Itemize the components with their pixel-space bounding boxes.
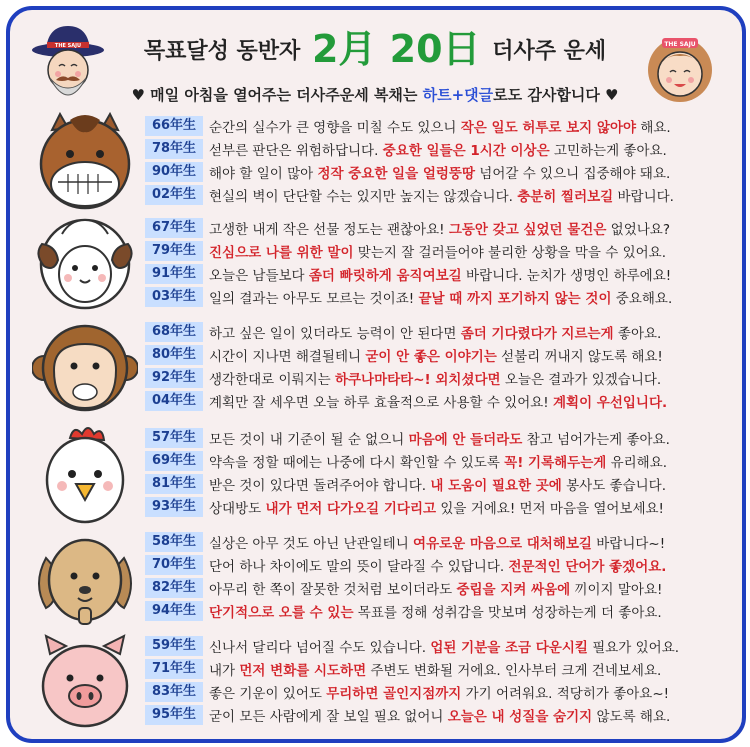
fortune-highlight: 좀더 기다렸다가 지르는게 <box>460 326 614 342</box>
zodiac-section-rooster <box>0 424 750 524</box>
birth-year-badge: 92年生 <box>145 368 203 388</box>
monkey-face-icon <box>32 318 138 418</box>
fortune-row <box>145 287 735 310</box>
fortune-text: 아무리 한 쪽이 잘못한 것처럼 보이더라도 <box>209 582 457 598</box>
fortune-text-end: 유리해요. <box>606 455 668 471</box>
fortune-text-end: 맞는지 잘 걸러들어야 불리한 상황을 막을 수 있어요. <box>353 245 666 261</box>
birth-year-badge: 80年生 <box>145 345 203 365</box>
birth-year-badge: 93年生 <box>145 497 203 517</box>
fortune-highlight: 굳이 안 좋은 이야기는 <box>365 349 497 365</box>
fortune-text: 약속을 정할 때에는 나중에 다시 확인할 수 있도록 <box>209 455 505 471</box>
fortune-text: 고생한 내게 작은 선물 정도는 괜찮아요! <box>209 222 449 238</box>
fortune-highlight: 좀더 빠릿하게 움직여보길 <box>308 268 462 284</box>
fortune-row <box>145 555 735 578</box>
fortune-text-end: 좋아요. <box>613 326 662 342</box>
fortune-text: 실상은 아무 것도 아닌 난관일테니 <box>209 536 414 552</box>
fortune-row <box>145 116 735 139</box>
fortune-highlight: 전문적인 단어가 좋겠어요. <box>508 559 667 575</box>
zodiac-section-pig <box>0 632 750 732</box>
fortune-text: 좋은 기운이 있어도 <box>209 686 327 702</box>
birth-year-badge: 03年生 <box>145 287 203 307</box>
fortune-highlight: 끝날 때 까지 포기하지 않는 것이 <box>418 291 612 307</box>
birth-year-badge: 78年生 <box>145 139 203 159</box>
fortune-text: 현실의 벽이 단단할 수는 있지만 높지는 않겠습니다. <box>209 189 518 205</box>
birth-year-badge: 90年生 <box>145 162 203 182</box>
title-prefix: 목표달성 동반자 <box>143 39 301 64</box>
fortune-text-end: 바랍니다. 눈치가 생명인 하루에요! <box>461 268 672 284</box>
fortune-text-end: 고민하는게 좋아요. <box>549 143 667 159</box>
fortune-highlight: 업된 기분을 조금 다운시킬 <box>430 640 588 656</box>
fortune-row <box>145 601 735 624</box>
fortune-row <box>145 659 735 682</box>
fortune-text: 섣부른 판단은 위험하답니다. <box>209 143 383 159</box>
fortune-highlight: 먼저 변화를 시도하면 <box>239 663 367 679</box>
fortune-row <box>145 497 735 520</box>
fortune-text: 생각한대로 이뤄지는 <box>209 372 335 388</box>
fortune-text: 일의 결과는 아무도 모르는 것이죠! <box>209 291 419 307</box>
horse-face-icon <box>32 112 138 212</box>
zodiac-section-monkey <box>0 318 750 418</box>
birth-year-badge: 94年生 <box>145 601 203 621</box>
birth-year-badge: 82年生 <box>145 578 203 598</box>
fortune-text-end: 봉사도 좋습니다. <box>561 478 667 494</box>
fortune-highlight: 마음에 안 들더라도 <box>408 432 523 448</box>
fortune-text-end: 중요해요. <box>611 291 673 307</box>
birth-year-badge: 69年生 <box>145 451 203 471</box>
fortune-row <box>145 345 735 368</box>
fortune-text-end: 않도록 해요. <box>592 709 671 725</box>
fortune-text: 받은 것이 있다면 돌려주어야 합니다. <box>209 478 431 494</box>
fortune-text-end: 섣불리 꺼내지 않도록 해요! <box>496 349 663 365</box>
birth-year-badge: 91年生 <box>145 264 203 284</box>
fortune-text: 오늘은 남들보다 <box>209 268 309 284</box>
fortune-highlight: 정작 중요한 일을 얼렁뚱땅 <box>317 166 476 182</box>
fortune-row <box>145 218 735 241</box>
title-date: 2月 20日 <box>311 27 481 71</box>
fortune-row <box>145 264 735 287</box>
birth-year-badge: 04年生 <box>145 391 203 411</box>
fortune-text-end: 바랍니다~! <box>591 536 666 552</box>
fortune-row <box>145 241 735 264</box>
fortune-highlight: 오늘은 내 성질을 숨기지 <box>447 709 593 725</box>
fortune-highlight: 단기적으로 오를 수 있는 <box>209 605 354 621</box>
fortune-row <box>145 428 735 451</box>
subtitle-highlight: 하트+댓글 <box>422 86 494 104</box>
pig-face-icon <box>32 632 138 732</box>
fortune-text: 시간이 지나면 해결될테니 <box>209 349 366 365</box>
fortune-highlight: 작은 일도 허투로 보지 않아야 <box>460 120 637 136</box>
fortune-text-end: 필요가 있어요. <box>587 640 680 656</box>
birth-year-badge: 68年生 <box>145 322 203 342</box>
fortune-highlight: 여유로운 마음으로 대처해보길 <box>413 536 592 552</box>
birth-year-badge: 83年生 <box>145 682 203 702</box>
fortune-text: 하고 싶은 일이 있더라도 능력이 안 된다면 <box>209 326 461 342</box>
zodiac-section-sheep <box>0 214 750 314</box>
fortune-text: 내가 <box>209 663 240 679</box>
svg-text:THE SAJU: THE SAJU <box>54 43 82 49</box>
fortune-highlight: 충분히 찔러보길 <box>517 189 614 205</box>
fortune-text: 모든 것이 내 기준이 될 순 없으니 <box>209 432 409 448</box>
fortune-highlight: 중요한 일들은 1시간 이상은 <box>382 143 550 159</box>
fortune-row <box>145 322 735 345</box>
fortune-text-end: 주변도 변화될 거에요. 인사부터 크게 건네보세요. <box>366 663 662 679</box>
birth-year-badge: 95年生 <box>145 705 203 725</box>
birth-year-badge: 81年生 <box>145 474 203 494</box>
sheep-face-icon <box>32 214 138 314</box>
fortune-highlight: 꼭! 기록해두는게 <box>504 455 607 471</box>
fortune-highlight: 중립을 지켜 싸움에 <box>456 582 571 598</box>
fortune-text-end: 끼이지 말아요! <box>570 582 663 598</box>
fortune-text-end: 참고 넘어가는게 좋아요. <box>522 432 670 448</box>
birth-year-badge: 71年生 <box>145 659 203 679</box>
fortune-text-end: 바랍니다. <box>613 189 674 205</box>
fortune-text: 계획만 잘 세우면 오늘 하루 효율적으로 사용할 수 있어요! <box>209 395 553 411</box>
fortune-row <box>145 474 735 497</box>
fortune-highlight: 그동안 갖고 싶었던 물건은 <box>448 222 607 238</box>
fortune-row <box>145 368 735 391</box>
fortune-highlight: 내가 먼저 다가오길 기다리고 <box>265 501 437 517</box>
fortune-text-end: 오늘은 결과가 있겠습니다. <box>500 372 662 388</box>
fortune-highlight: 내 도움이 필요한 곳에 <box>430 478 562 494</box>
subtitle <box>0 84 750 105</box>
fortune-text-end: 해요. <box>636 120 671 136</box>
fortune-text: 해야 할 일이 많아 <box>209 166 318 182</box>
fortune-highlight: 계획이 우선입니다. <box>552 395 668 411</box>
fortune-row <box>145 391 735 414</box>
fortune-row <box>145 139 735 162</box>
dog-face-icon <box>32 528 138 628</box>
fortune-row <box>145 636 735 659</box>
fortune-text-end: 가기 어려워요. 적당히가 좋아요~! <box>461 686 670 702</box>
birth-year-badge: 59年生 <box>145 636 203 656</box>
subtitle-suffix: 로도 감사합니다 ♥ <box>493 86 619 104</box>
birth-year-badge: 57年生 <box>145 428 203 448</box>
birth-year-badge: 67年生 <box>145 218 203 238</box>
birth-year-badge: 66年生 <box>145 116 203 136</box>
zodiac-section-dog <box>0 528 750 628</box>
fortune-row <box>145 451 735 474</box>
birth-year-badge: 58年生 <box>145 532 203 552</box>
fortune-row <box>145 185 735 208</box>
fortune-text-end: 있을 거에요! 먼저 마음을 열어보세요! <box>436 501 664 517</box>
page-title <box>0 18 750 71</box>
rooster-face-icon <box>32 424 138 524</box>
fortune-row <box>145 578 735 601</box>
svg-text:THE SAJU: THE SAJU <box>664 41 696 48</box>
subtitle-prefix: ♥ 매일 아침을 열어주는 더사주운세 복채는 <box>131 86 423 104</box>
birth-year-badge: 02年生 <box>145 185 203 205</box>
title-suffix: 더사주 운세 <box>492 39 607 64</box>
fortune-row <box>145 162 735 185</box>
fortune-text: 신나서 달리다 넘어질 수도 있습니다. <box>209 640 431 656</box>
fortune-text-end: 넘어갈 수 있으니 집중해야 돼요. <box>475 166 671 182</box>
fortune-highlight: 무리하면 골인지점까지 <box>326 686 462 702</box>
zodiac-section-horse <box>0 112 750 212</box>
fortune-text: 상대방도 <box>209 501 266 517</box>
fortune-highlight: 진심으로 나를 위한 말이 <box>209 245 354 261</box>
fortune-row <box>145 532 735 555</box>
birth-year-badge: 70年生 <box>145 555 203 575</box>
fortune-row <box>145 705 735 728</box>
fortune-text: 순간의 실수가 큰 영향을 미칠 수도 있으니 <box>209 120 461 136</box>
fortune-highlight: 하쿠나마타타~! 외치셨다면 <box>334 372 501 388</box>
fortune-text-end: 목표를 정해 성취감을 맛보며 성장하는게 더 좋아요. <box>353 605 662 621</box>
fortune-row <box>145 682 735 705</box>
fortune-text: 단어 하나 차이에도 말의 뜻이 달라질 수 있답니다. <box>209 559 509 575</box>
fortune-text-end: 없었나요? <box>606 222 671 238</box>
fortune-text: 굳이 모든 사람에게 잘 보일 필요 없어니 <box>209 709 448 725</box>
birth-year-badge: 79年生 <box>145 241 203 261</box>
